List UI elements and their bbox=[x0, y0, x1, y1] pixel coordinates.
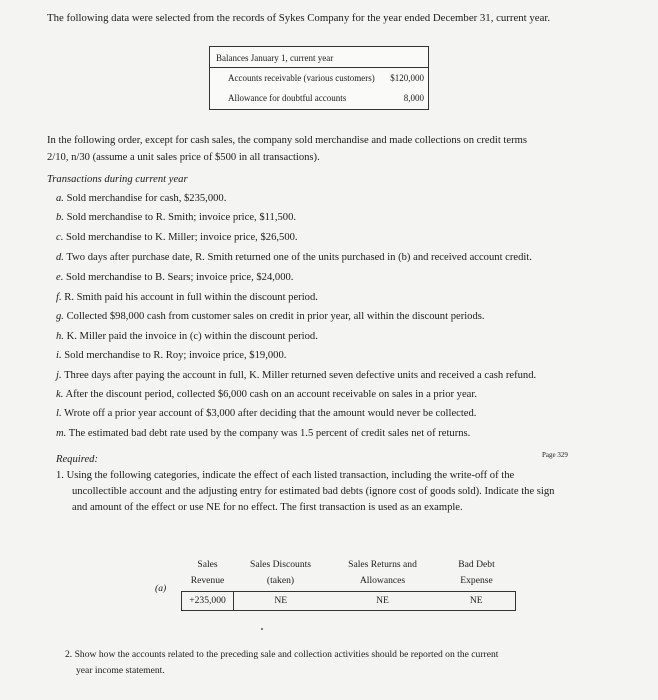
value-sales-returns: NE bbox=[328, 592, 438, 611]
transaction-item: k. After the discount period, collected $6,000 cash on an account receivable on sales in a prior year. bbox=[56, 389, 477, 400]
transaction-item: m. The estimated bad debt rate used by the company was 1.5 percent of credit sales net of returns. bbox=[56, 428, 471, 439]
balances-title: Balances January 1, current year bbox=[216, 53, 334, 63]
transaction-item: d. Two days after purchase date, R. Smith returned one of the units purchased in (b) and received account credit. bbox=[56, 252, 532, 263]
order-text-line: 2/10, n/30 (assume a unit sales price of $500 in all transactions). bbox=[47, 152, 320, 163]
balances-row-amount: 8,000 bbox=[403, 93, 424, 103]
transaction-item: l. Wrote off a prior year account of $3,000 after deciding that the amount would never be collected. bbox=[56, 408, 477, 419]
effect-table bbox=[181, 555, 516, 611]
transaction-item: a. Sold merchandise for cash, $235,000. bbox=[56, 193, 227, 204]
transactions-heading: Transactions during current year bbox=[47, 174, 188, 185]
value-sales-discounts: NE bbox=[234, 592, 328, 611]
required-1-line: 1. Using the following categories, indicate the effect of each listed transaction, including the write-off of the bbox=[56, 470, 515, 481]
effect-table-value-row bbox=[182, 592, 516, 611]
row-label-a: (a) bbox=[155, 583, 167, 594]
header-sales-returns: Sales Returns and Allowances bbox=[348, 559, 417, 586]
transaction-item: i. Sold merchandise to R. Roy; invoice price, $19,000. bbox=[56, 350, 287, 361]
transaction-item: g. Collected $98,000 cash from customer sales on credit in prior year, all within the discount periods. bbox=[56, 311, 485, 322]
required-2-line: 2. Show how the accounts related to the preceding sale and collection activities should be reported on the current bbox=[65, 649, 499, 660]
stray-mark bbox=[261, 628, 263, 630]
page-reference: Page 329 bbox=[542, 451, 568, 459]
intro-text: The following data were selected from the records of Sykes Company for the year ended December 31, current year. bbox=[47, 12, 551, 24]
value-sales-revenue: +235,000 bbox=[182, 592, 234, 611]
order-text-line: In the following order, except for cash sales, the company sold merchandise and made collections on credit terms bbox=[47, 135, 527, 146]
transaction-item: h. K. Miller paid the invoice in (c) within the discount period. bbox=[56, 331, 318, 342]
required-2-line: year income statement. bbox=[76, 665, 165, 676]
required-label: Required: bbox=[56, 454, 98, 465]
required-1-line: uncollectible account and the adjusting entry for estimated bad debts (ignore cost of goods sold). Indicate the sign bbox=[72, 486, 555, 497]
header-sales-revenue: Sales Revenue bbox=[190, 559, 225, 586]
balances-row-amount: $120,000 bbox=[390, 73, 424, 83]
balances-box bbox=[209, 46, 429, 110]
transaction-item: e. Sold merchandise to B. Sears; invoice price, $24,000. bbox=[56, 272, 294, 283]
transaction-item: c. Sold merchandise to K. Miller; invoice price, $26,500. bbox=[56, 232, 298, 243]
value-bad-debt-expense: NE bbox=[438, 592, 516, 611]
transaction-item: b. Sold merchandise to R. Smith; invoice price, $11,500. bbox=[56, 212, 297, 223]
header-bad-debt-expense: Bad Debt Expense bbox=[458, 559, 495, 586]
balances-row-label: Accounts receivable (various customers) bbox=[228, 73, 375, 83]
header-sales-discounts: Sales Discounts (taken) bbox=[249, 559, 312, 586]
required-1-line: and amount of the effect or use NE for no effect. The first transaction is used as an example. bbox=[72, 502, 463, 513]
balances-row-label: Allowance for doubtful accounts bbox=[228, 93, 347, 103]
transaction-item: f. R. Smith paid his account in full within the discount period. bbox=[56, 292, 318, 303]
transaction-item: j. Three days after paying the account in full, K. Miller returned seven defective units and received a cash refund. bbox=[56, 370, 537, 381]
effect-table-header-row bbox=[182, 555, 516, 592]
balances-divider bbox=[210, 67, 428, 68]
